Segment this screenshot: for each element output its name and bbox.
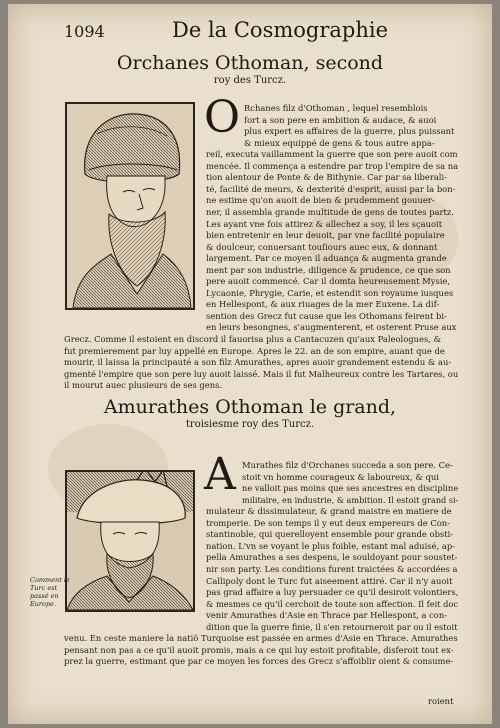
section2-subtitle: troisiesme roy des Turcz.	[185, 419, 315, 430]
portrait-illustration	[67, 472, 193, 610]
text-line: venu. En ceste maniere la natiõ Turquoise est passée en armes d'Asie en Thrace. Amurathes	[64, 633, 458, 644]
section1-title: Orchanes Othoman, second	[116, 52, 384, 74]
text-line: stantinoble, qui querelloyent ensemble pour grande obsti-	[206, 529, 454, 540]
text-line: fut premierement par luy appellé en Europe. Apres le 22. an de son empire, auant que de	[64, 345, 445, 356]
amurathes-portrait-woodcut	[65, 470, 195, 612]
text-line: Callipoly dont le Turc fut aiseement attiré. Car il n'y auoit	[206, 575, 453, 586]
text-line: ne valloit pas moins que ses ancestres en discipline	[242, 483, 459, 494]
text-line: mourir, il laissa la principauté a son filz Amurathes, apres auoir grandement estendu & au-	[64, 357, 452, 368]
running-head-title: De la Cosmographie	[172, 18, 389, 42]
text-line: mencée. Il commença a estendre par trop l'empire de sa na	[206, 160, 459, 171]
text-line: pensant non pas a ce qu'il auoit promis, mais a ce qui luy estoit profitable, disferoit tout ex-	[64, 644, 454, 655]
text-line: té, facilité de meurs, & dexterité d'esprit, aussi par la bon-	[206, 183, 456, 194]
text-line: dition que la guerre finie, il s'en retourneroit par ou il estoit	[206, 621, 458, 632]
text-line: & mieux equippé de gens & tous autre appa-	[244, 137, 435, 148]
text-line: mulateur & dissimulateur, & grand maistre en matiere de	[206, 506, 452, 517]
text-line: il mourut auec plusieurs de ses gens.	[64, 380, 223, 391]
text-line: Lycaonie, Phrygie, Carie, et estendit son royaume iusques	[206, 287, 454, 298]
folio-number: 1094	[64, 22, 105, 41]
text-line: pella Amurathes a ses despens, le souldoyant pour soustet-	[206, 552, 458, 563]
text-line: sention des Grecz fut cause que les Othomans feirent bi-	[206, 310, 447, 321]
section1-dropcap: O	[204, 92, 241, 143]
text-line: bien entretenir en leur deuoit, par vne facilité populaire	[206, 230, 445, 241]
section1-subtitle: roy des Turcz.	[213, 75, 287, 86]
text-line: Les ayant vne fois attirez & allechez a soy, il les sçauoit	[206, 218, 443, 229]
margin-note: Comment le Turc est passé en Europe.	[30, 576, 70, 608]
text-line: fort a son pere en ambition & audace, & auoi	[244, 114, 437, 125]
text-line: Rchanes filz d'Othoman , lequel resemblois	[244, 103, 428, 113]
text-line: ne estime qu'on auoit de bien & prudemment gouuer-	[206, 195, 435, 206]
catchword: roient	[428, 696, 454, 706]
text-line: prez la guerre, estimant que par ce moyen les forces des Grecz s'affoiblir oient & consume-	[64, 656, 454, 667]
book-page	[8, 4, 492, 724]
text-line: stoit vn homme courageux & laboureux, & qui	[242, 471, 439, 482]
text-line: nir son party. Les conditions furent traictées & accordées a	[206, 563, 458, 574]
section2-dropcap: A	[204, 449, 236, 500]
text-line: Grecz. Comme il estoient en discord il fauorisa plus a Cantacuzen qu'aux Paleologues, &	[64, 334, 442, 344]
text-line: Murathes filz d'Orchanes succeda a son pere. Ce-	[242, 460, 453, 470]
orchanes-portrait-woodcut	[65, 102, 195, 310]
text-line: reil, executa vaillamment la guerre que son pere auoit com	[206, 149, 458, 160]
text-line: ner, il assembla grande multitude de gens de toutes partz.	[206, 206, 454, 217]
running-head	[8, 18, 492, 48]
text-line: plus expert es affaires de la guerre, plus puissant	[244, 126, 455, 137]
text-line: tion alentour de Ponte & de Bithynie. Car par sa liberali-	[206, 172, 447, 183]
text-line: en Hellespont, & aux riuages de la mer Euxene. La dif-	[206, 299, 440, 310]
text-line: ment par son industrie, diligence & prudence, ce que son	[206, 264, 451, 275]
text-line: & doulceur, conuersant touſiours auec eux, & donnant	[206, 241, 438, 252]
text-line: militaire, en industrie, & ambition. Il estoit grand si-	[242, 494, 459, 505]
text-line: largement. Par ce moyen il aduança & augmenta grande	[206, 253, 447, 264]
text-line: en leurs besongnes, s'augmenterent, et osterent Pruse aux	[206, 322, 457, 333]
text-line: venir Amurathes d'Asie en Thrace par Hellespont, a con-	[206, 610, 448, 621]
section2-heading	[8, 396, 492, 430]
section2-title: Amurathes Othoman le grand,	[103, 396, 397, 418]
text-line: tromperie. De son temps il y eut deux empereurs de Con-	[206, 517, 451, 528]
text-line: & mesmes ce qu'il cerchoit de toute son affection. Il feit doc	[206, 598, 459, 609]
text-line: pas grad affaire a luy persuader ce qu'il desiroit volontiers,	[206, 587, 459, 598]
text-line: nation. L'vn se voyant le plus foible, estant mal aduisé, ap-	[206, 540, 456, 551]
text-line: pere auoit commencé. Car il domta heureusement Mysie,	[206, 276, 451, 287]
text-line: gmenté l'empire que son pere luy auoit laissé. Mais il fut Malheureux contre les Tartares, ou	[64, 368, 459, 379]
portrait-illustration	[67, 104, 193, 308]
section1-heading	[8, 52, 492, 86]
